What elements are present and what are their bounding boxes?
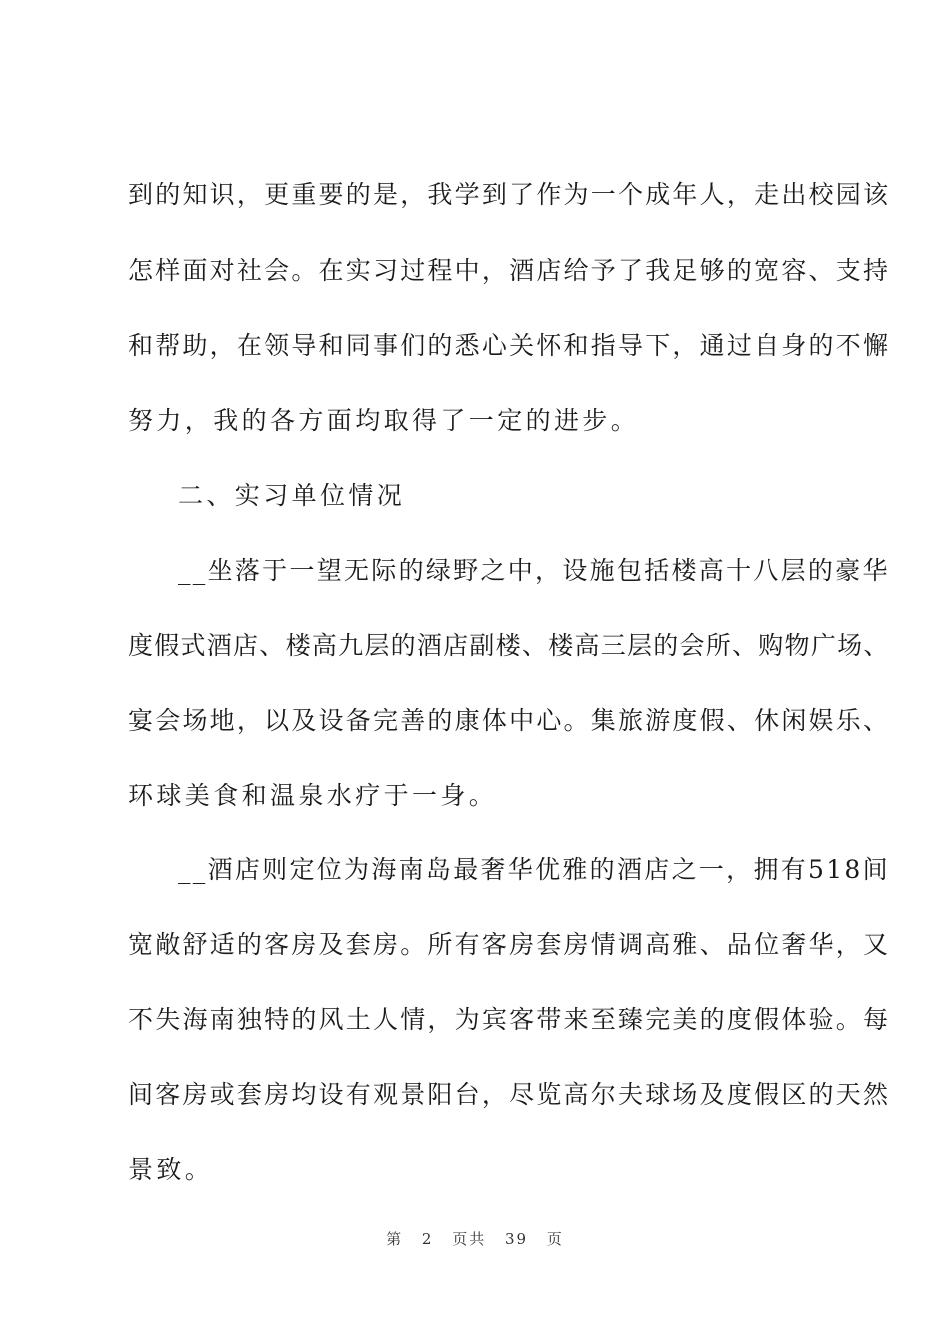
paragraph-line: __坐落于一望无际的绿野之中，设施包括楼高十八层的豪华 (178, 556, 890, 585)
paragraph-line: 和帮助，在领导和同事们的悉心关怀和指导下，通过自身的不懈 (128, 331, 891, 360)
paragraph-line: 度假式酒店、楼高九层的酒店副楼、楼高三层的会所、购物广场、 (128, 631, 890, 660)
section-heading: 二、实习单位情况 (178, 481, 406, 510)
paragraph-line: 宽敞舒适的客房及套房。所有客房套房情调高雅、品位奢华，又 (128, 930, 891, 959)
total-page-number: 39 (505, 1230, 529, 1248)
footer-prefix: 第 (386, 1230, 404, 1248)
paragraph-line: 怎样面对社会。在实习过程中，酒店给予了我足够的宽容、支持 (128, 256, 891, 285)
paragraph-line: 努力，我的各方面均取得了一定的进步。 (128, 406, 640, 435)
paragraph-line: 间客房或套房均设有观景阳台，尽览高尔夫球场及度假区的天然 (128, 1080, 891, 1109)
paragraph-line: 环球美食和温泉水疗于一身。 (128, 781, 498, 810)
paragraph-line: 不失海南独特的风土人情，为宾客带来至臻完美的度假体验。每 (128, 1005, 891, 1034)
current-page-number: 2 (421, 1230, 434, 1248)
paragraph-line: 宴会场地，以及设备完善的康体中心。集旅游度假、休闲娱乐、 (128, 706, 891, 735)
footer-middle: 页共 (452, 1230, 487, 1248)
footer-suffix: 页 (546, 1230, 564, 1248)
page-footer (0, 1228, 950, 1249)
paragraph-line: __酒店则定位为海南岛最奢华优雅的酒店之一，拥有518间 (178, 855, 890, 884)
paragraph-line: 景致。 (128, 1155, 214, 1184)
paragraph-line: 到的知识，更重要的是，我学到了作为一个成年人，走出校园该 (128, 180, 891, 209)
